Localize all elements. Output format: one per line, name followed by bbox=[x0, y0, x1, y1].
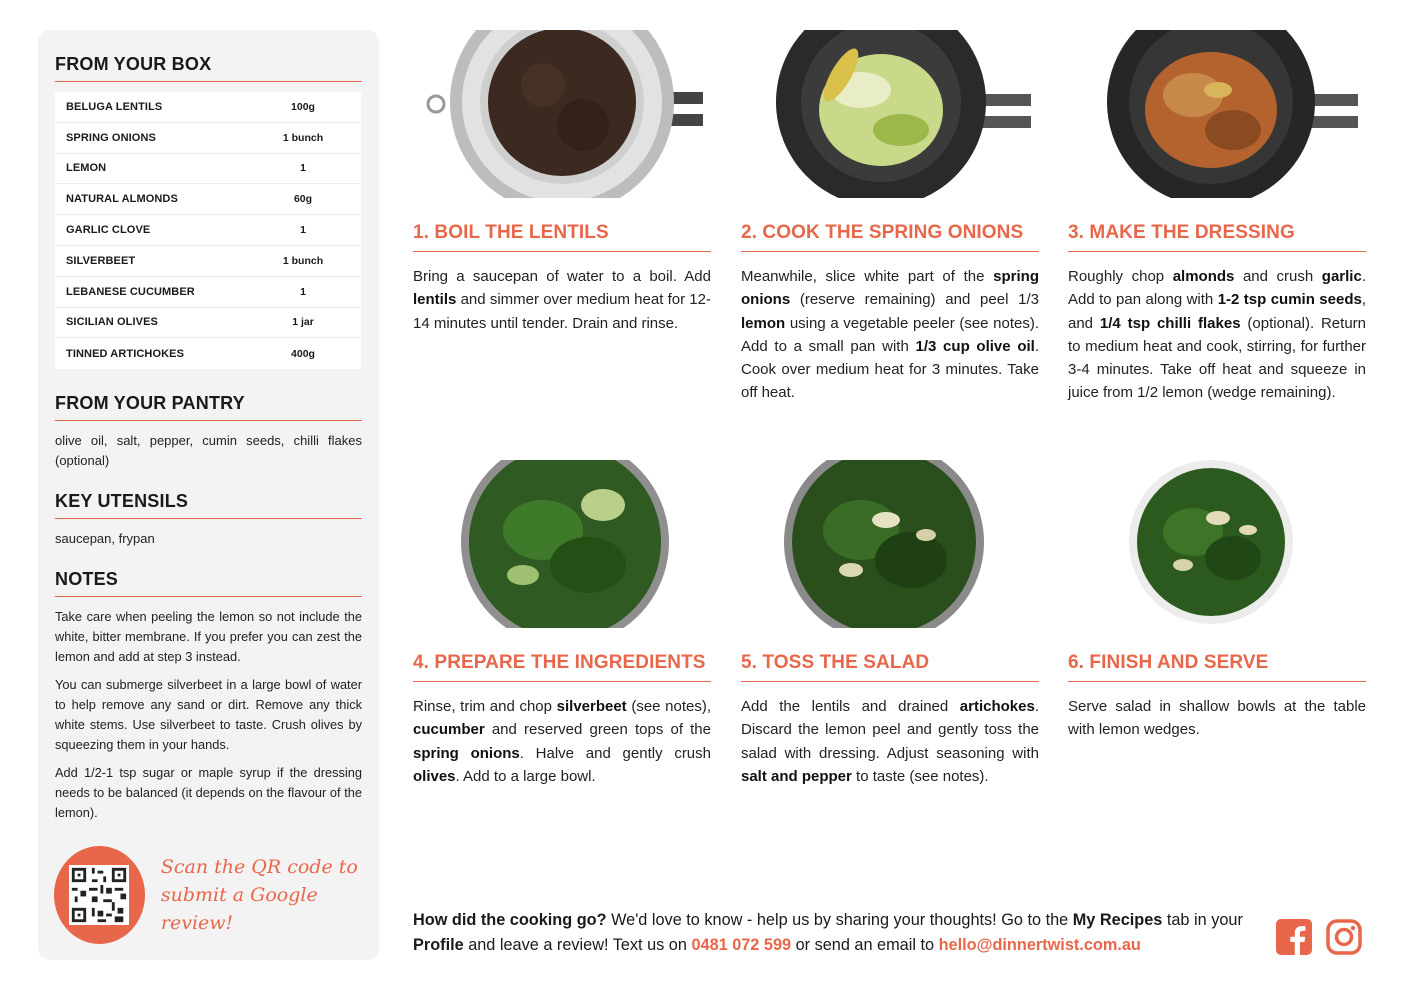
qr-caption-line1: Scan the QR code to bbox=[160, 856, 358, 878]
qr-review-block bbox=[54, 846, 379, 944]
step-text-bold: spring onions bbox=[741, 268, 1039, 309]
step-text-bold: 1/3 cup olive oil bbox=[915, 337, 1035, 355]
utensils-section bbox=[55, 491, 362, 549]
qr-code-icon bbox=[69, 865, 129, 925]
step-5 bbox=[741, 460, 1039, 788]
step-text-bold: olives bbox=[413, 767, 456, 785]
step-title: 4. PREPARE THE INGREDIENTS bbox=[413, 652, 711, 682]
step-text-bold: cucumber bbox=[413, 721, 485, 739]
step-text bbox=[413, 695, 711, 788]
step-text-bold: salt and pepper bbox=[741, 767, 852, 785]
ingredient-qty: 1 jar bbox=[292, 316, 314, 329]
step-text-segment: using a vegetable peeler (see notes). Add to a small pan with bbox=[741, 314, 1039, 355]
step-text-segment: and simmer over medium heat for 12-14 minutes until tender. Drain and rinse. bbox=[413, 291, 711, 332]
pantry-section bbox=[55, 393, 362, 471]
facebook-link[interactable] bbox=[1275, 918, 1313, 956]
step-text-segment: Bring a saucepan of water to a boil. Add bbox=[413, 268, 711, 285]
my-recipes-link[interactable]: My Recipes bbox=[1072, 911, 1163, 929]
utensils-title: KEY UTENSILS bbox=[55, 491, 362, 519]
ingredient-name: SPRING ONIONS bbox=[66, 131, 156, 144]
table-row bbox=[55, 277, 361, 308]
step-text-segment: Serve salad in shallow bowls at the table with lemon wedges. bbox=[1068, 698, 1366, 739]
step-text-segment: (optional). Return to medium heat and cook, stirring, for further 3-4 minutes. Take off heat and squeeze in juice from 1/2 lemon (wedge remaining). bbox=[1068, 314, 1366, 402]
step-text-segment: to taste (see notes). bbox=[851, 767, 989, 785]
ingredient-qty: 60g bbox=[293, 193, 313, 206]
step-1 bbox=[413, 30, 711, 335]
lentils-strainer-photo bbox=[413, 30, 711, 198]
step-text-bold: artichokes bbox=[959, 698, 1035, 715]
box-ingredients-table bbox=[55, 92, 361, 369]
step-text-segment: Add the lentils and drained bbox=[741, 698, 960, 715]
box-title: FROM YOUR BOX bbox=[55, 54, 362, 82]
step-title: 6. FINISH AND SERVE bbox=[1068, 652, 1366, 682]
step-text-segment: . Add to a large bowl. bbox=[455, 767, 596, 785]
step-text-bold: silverbeet bbox=[556, 698, 627, 715]
step-text bbox=[741, 695, 1039, 788]
table-row bbox=[55, 338, 361, 369]
step-6 bbox=[1068, 460, 1366, 742]
ingredient-qty: 400g bbox=[291, 347, 315, 360]
step-text-bold: 1-2 tsp cumin seeds bbox=[1217, 291, 1362, 309]
step-text-segment: and crush bbox=[1234, 268, 1322, 285]
ingredient-qty: 1 bunch bbox=[282, 131, 324, 144]
step-text bbox=[1068, 695, 1366, 742]
ingredient-name: TINNED ARTICHOKES bbox=[66, 347, 185, 360]
ingredient-qty: 1 bunch bbox=[282, 254, 324, 267]
footer-question: How did the cooking go? bbox=[413, 911, 607, 929]
step-title: 3. MAKE THE DRESSING bbox=[1068, 222, 1366, 252]
step-text-segment: . Add to pan along with bbox=[1068, 268, 1366, 309]
step-text bbox=[741, 265, 1039, 405]
footer-text: tab in your bbox=[1162, 911, 1243, 929]
table-row bbox=[55, 184, 361, 215]
instagram-link[interactable] bbox=[1325, 918, 1363, 956]
qr-caption bbox=[161, 853, 379, 937]
step-text-bold: 1/4 tsp chilli flakes bbox=[1099, 314, 1241, 332]
profile-link[interactable]: Profile bbox=[413, 936, 464, 954]
step-text bbox=[413, 265, 711, 335]
step-text-bold: garlic bbox=[1321, 268, 1362, 285]
step-text-segment: . Cook over medium heat for 3 minutes. Take off heat. bbox=[741, 337, 1039, 402]
notes-section bbox=[55, 569, 362, 823]
step-2 bbox=[741, 30, 1039, 405]
spring-onions-pan-photo bbox=[741, 30, 1039, 198]
step-text-segment: Rinse, trim and chop bbox=[413, 698, 557, 715]
ingredient-name: SICILIAN OLIVES bbox=[66, 316, 158, 329]
table-row bbox=[55, 123, 361, 154]
step-title: 5. TOSS THE SALAD bbox=[741, 652, 1039, 682]
table-row bbox=[55, 215, 361, 246]
note-text: You can submerge silverbeet in a large bowl of water to help remove any sand or dirt. Remove any thick white stems. Use silverbeet to taste. Crush olives by squeezing them in your hands. bbox=[55, 677, 362, 753]
step-text-segment: and reserved green tops of the bbox=[484, 721, 711, 739]
step-text bbox=[1068, 265, 1366, 405]
step-text-segment: Roughly chop bbox=[1068, 268, 1173, 285]
dressing-pan-photo bbox=[1068, 30, 1366, 198]
step-title: 2. COOK THE SPRING ONIONS bbox=[741, 222, 1039, 252]
step-text-segment: (see notes), bbox=[626, 698, 712, 715]
step-text-segment: , and bbox=[1068, 291, 1366, 332]
footer-text: and leave a review! Text us on bbox=[463, 936, 692, 954]
pantry-title: FROM YOUR PANTRY bbox=[55, 393, 362, 421]
note-text: Take care when peeling the lemon so not include the white, bitter membrane. If you prefer you can zest the lemon and add at step 3 instead. bbox=[55, 609, 362, 665]
step-text-segment: . Halve and gently crush bbox=[519, 744, 711, 762]
step-text-segment: . Discard the lemon peel and gently toss the salad with dressing. Adjust seasoning with bbox=[741, 698, 1039, 762]
pantry-text: olive oil, salt, pepper, cumin seeds, chilli flakes (optional) bbox=[55, 433, 362, 469]
ingredient-qty: 1 bbox=[300, 224, 306, 237]
notes-title: NOTES bbox=[55, 569, 362, 597]
note-text: Add 1/2-1 tsp sugar or maple syrup if the dressing needs to be balanced (it depends on the flavour of the lemon). bbox=[55, 765, 362, 821]
step-title: 1. BOIL THE LENTILS bbox=[413, 222, 711, 252]
step-text-segment: (reserve remaining) and peel 1/3 bbox=[790, 291, 1039, 309]
step-text-bold: almonds bbox=[1172, 268, 1235, 285]
ingredient-name: NATURAL ALMONDS bbox=[66, 193, 178, 206]
facebook-icon bbox=[1275, 918, 1313, 956]
served-salad-photo bbox=[1068, 460, 1366, 628]
step-text-bold: spring onions bbox=[413, 744, 520, 762]
ingredient-name: SILVERBEET bbox=[66, 254, 136, 267]
qr-code-badge[interactable] bbox=[54, 846, 145, 944]
step-text-bold: lemon bbox=[741, 314, 786, 332]
step-text-bold: lentils bbox=[413, 291, 457, 309]
table-row bbox=[55, 308, 361, 339]
ingredient-name: GARLIC CLOVE bbox=[66, 224, 151, 237]
footer-text: We'd love to know - help us by sharing your thoughts! Go to the bbox=[606, 911, 1073, 929]
table-row bbox=[55, 154, 361, 185]
ingredient-name: LEBANESE CUCUMBER bbox=[66, 285, 195, 298]
ingredients-sidebar bbox=[38, 30, 379, 960]
ingredient-qty: 1 bbox=[300, 285, 306, 298]
instagram-icon bbox=[1325, 918, 1363, 956]
review-footer bbox=[413, 908, 1263, 958]
step-text-segment: Meanwhile, slice white part of the bbox=[741, 268, 994, 285]
ingredient-qty: 100g bbox=[291, 100, 315, 113]
step-4 bbox=[413, 460, 711, 788]
ingredient-qty: 1 bbox=[300, 162, 306, 175]
greens-bowl-photo bbox=[413, 460, 711, 628]
utensils-text: saucepan, frypan bbox=[55, 531, 155, 547]
step-3 bbox=[1068, 30, 1366, 405]
footer-text: or send an email to bbox=[791, 936, 939, 954]
qr-caption-line2: submit a Google review! bbox=[160, 884, 318, 934]
phone-link[interactable]: 0481 072 599 bbox=[691, 936, 792, 954]
table-row bbox=[55, 92, 361, 123]
ingredient-name: LEMON bbox=[66, 162, 107, 175]
email-link[interactable]: hello@dinnertwist.com.au bbox=[938, 936, 1141, 954]
tossed-salad-photo bbox=[741, 460, 1039, 628]
ingredient-name: BELUGA LENTILS bbox=[66, 100, 163, 113]
table-row bbox=[55, 246, 361, 277]
